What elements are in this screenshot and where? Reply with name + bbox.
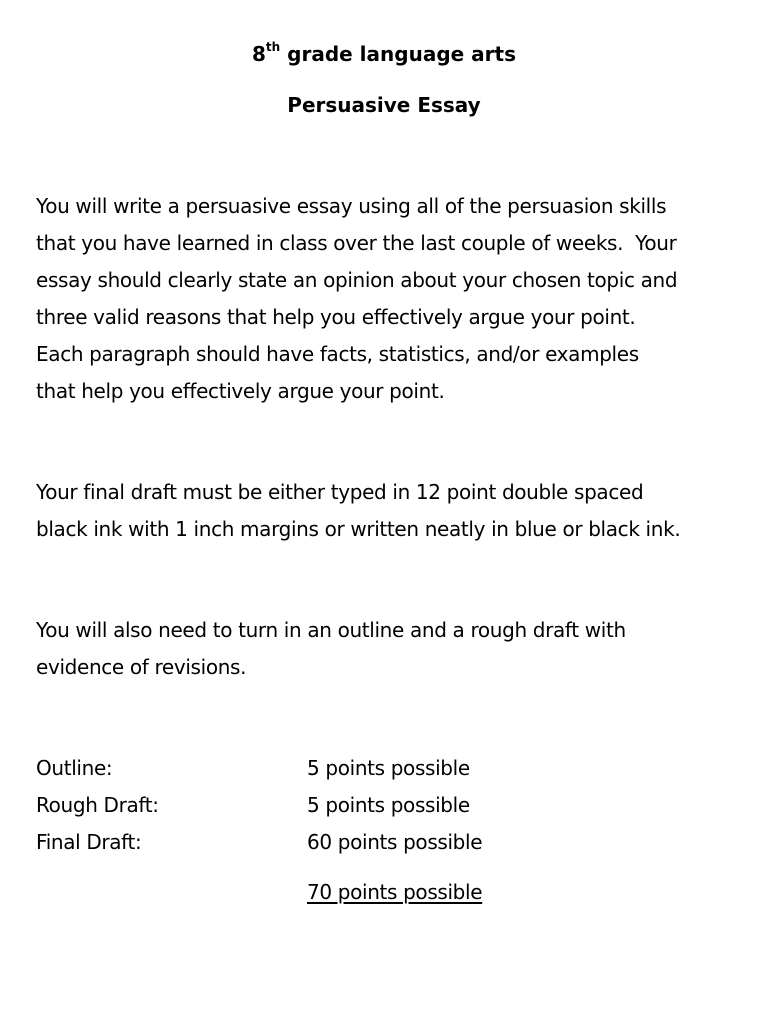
grading-points: 5 points possible [307,756,470,780]
grading-points: 60 points possible [307,830,483,854]
paragraph-line: black ink with 1 inch margins or written neatly in blue or black ink. [36,517,681,541]
paragraph-line: evidence of revisions. [36,655,247,679]
paragraph-line: essay should clearly state an opinion about your chosen topic and [36,268,678,292]
grading-points: 5 points possible [307,793,470,817]
paragraph-line: that you have learned in class over the last couple of weeks. Your [36,231,677,255]
assignment-title: Persuasive Essay [287,93,481,117]
grade-number: 8 [252,42,266,66]
intro-paragraph [36,188,736,410]
grading-label: Outline: [36,756,113,780]
course-name: grade language arts [280,42,516,66]
paragraph-line: Each paragraph should have facts, statistics, and/or examples [36,342,639,366]
paragraph-line: You will write a persuasive essay using all of the persuasion skills [36,194,667,218]
grading-label: Rough Draft: [36,793,159,817]
grading-label: Final Draft: [36,830,142,854]
format-paragraph [36,474,736,548]
requirements-paragraph [36,612,736,686]
total-points: 70 points possible [307,880,483,904]
paragraph-line: Your final draft must be either typed in 12 point double spaced [36,480,644,504]
course-heading [0,40,768,68]
paragraph-line: You will also need to turn in an outline and a rough draft with [36,618,626,642]
paragraph-line: three valid reasons that help you effectively argue your point. [36,305,636,329]
grade-ordinal-suffix: th [265,40,281,55]
paragraph-line: that help you effectively argue your point. [36,379,445,403]
